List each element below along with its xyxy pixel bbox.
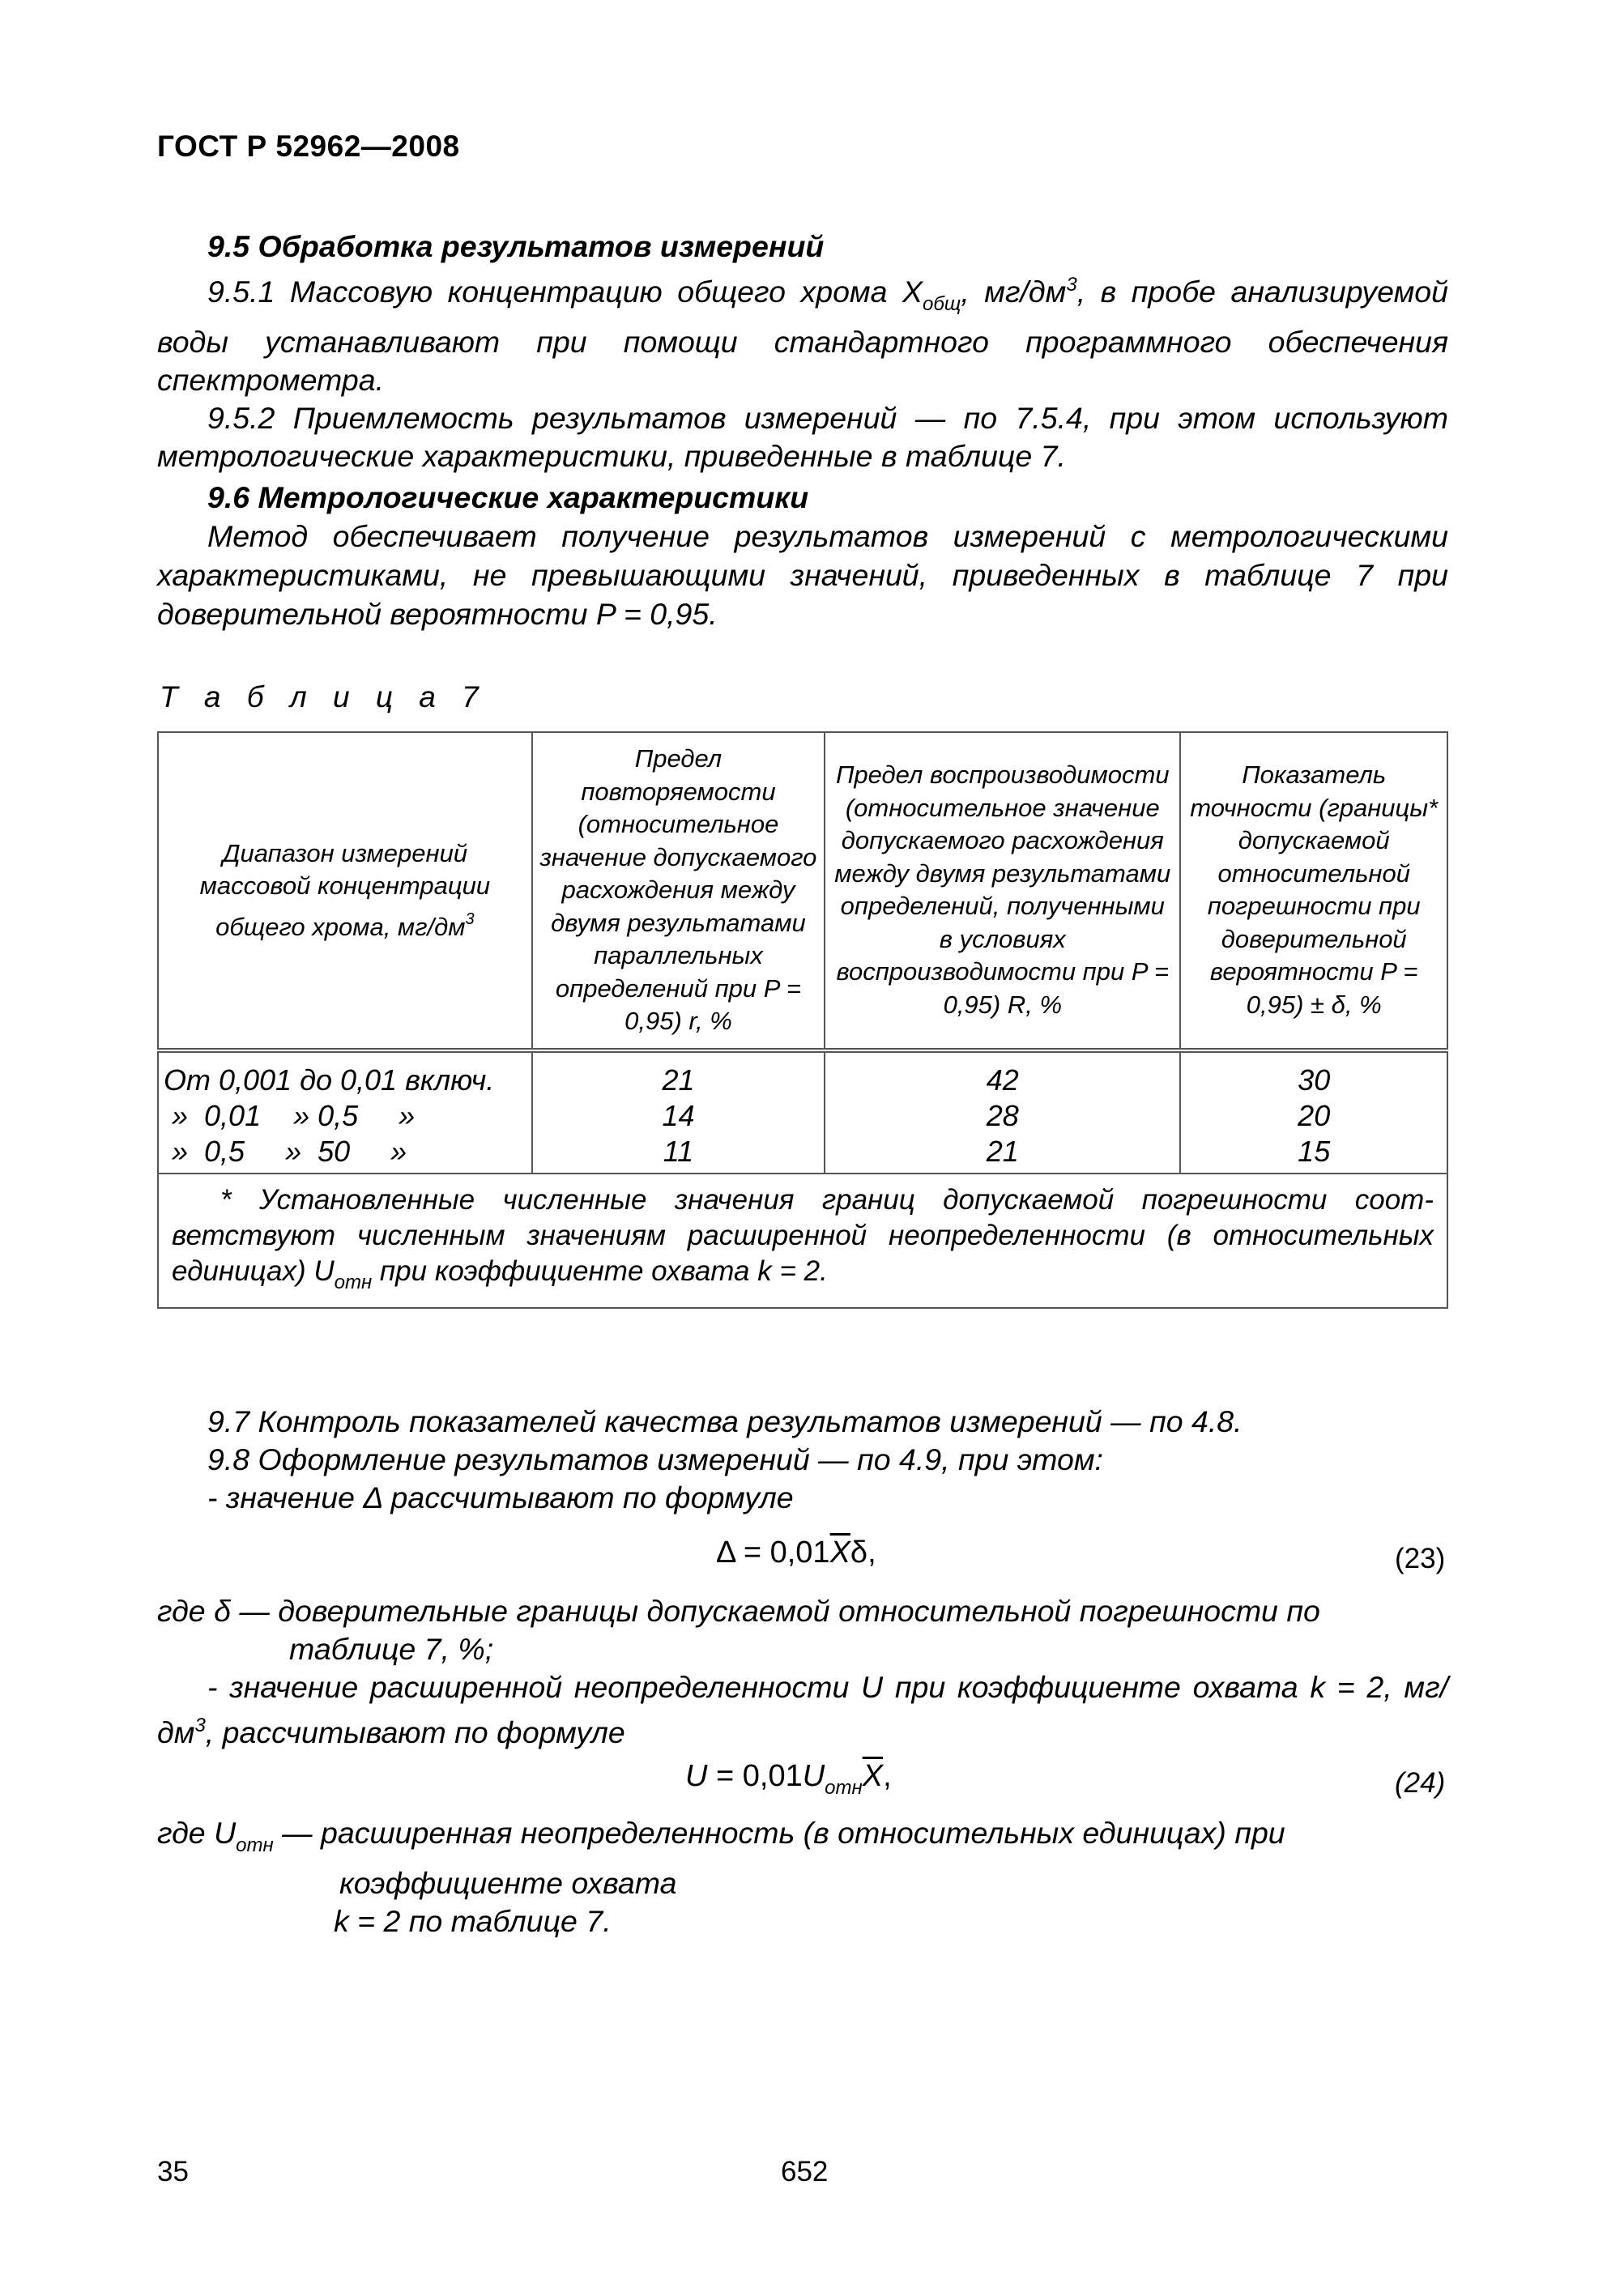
equation-number-24: (24) [1395, 1767, 1446, 1799]
document-header: ГОСТ Р 52962—2008 [157, 130, 460, 163]
page-number-center: 652 [781, 2156, 829, 2187]
formula-23: $\Delta = 0,01\overline{X}\delta$, [716, 1536, 876, 1570]
bullet-U: - значение расширенной неопределенности U при коэффициенте охвата k = 2, $мг/дм^3$, рассчитывают по формуле [157, 1670, 1448, 1749]
r-cell: 21 14 11 [532, 1050, 825, 1174]
table-row [158, 1050, 1447, 1174]
bullet-delta: - значение Δ рассчитывают по формуле [207, 1480, 794, 1514]
formula-24: $U = 0,01U_{отн}\overline{X}$, [685, 1759, 892, 1799]
section-9-5-2: 9.5.2 Приемлемость результатов измерений — по 7.5.4, при этом используют метрологические характеристики, приведенные в таблице 7. [157, 401, 1448, 473]
section-9-7: 9.7 Контроль показателей качества результатов измерений — по 4.8. [207, 1404, 1243, 1438]
section-9-5-1: 9.5.1 Массовую концентрацию общего хрома $X_{общ}$, $мг/дм^3$, в пробе анализируемой воды устанавливают при помощи стандартного программного обеспечения спектрометра. [157, 274, 1448, 397]
header-range: Диапазон измерений массовой концентрации общего хрома, $мг/дм^3$ [158, 732, 532, 1050]
page-number-left: 35 [157, 2156, 189, 2187]
section-9-5-title: 9.5 Обработка результатов измерений [207, 229, 825, 263]
section-9-6-text: Метод обеспечивает получение результатов измерений с метрологическими характеристиками, не превышающими значений, приведенных в таблице 7 при доверительной вероятности P = 0,95. [157, 519, 1448, 631]
R-cell: 42 28 21 [825, 1050, 1180, 1174]
table-caption: Т а б л и ц а 7 [160, 680, 488, 714]
delta-cell: 30 20 15 [1180, 1050, 1447, 1174]
header-accuracy: Показатель точности (границы* допускаемой относительной погрешности при доверительной вероятности P = 0,95) ± δ, % [1180, 732, 1447, 1050]
header-repeatability: Предел повторяемости (относительное значение допускаемого расхождения между двумя результатами параллельных определений при P = 0,95) r, % [532, 732, 825, 1050]
table-note-row [158, 1174, 1447, 1308]
header-reproducibility: Предел воспроизводимости (относительное значение допускаемого расхождения между двумя результатами определений, полученными в условиях воспроизводимости при P = 0,95) R, % [825, 732, 1180, 1050]
after-table-block [157, 1403, 1448, 1517]
table-7 [157, 731, 1448, 1309]
table-header-row [158, 732, 1447, 1050]
where-delta: где δ — доверительные границы допускаемой относительной погрешности по таблице 7, %; - значение расширенной неопределенности U при коэффициенте охвата k = 2, $мг/дм^3$, рассчитывают по формуле [157, 1592, 1448, 1752]
range-cell: От 0,001 до 0,01 включ. » 0,01 » 0,5 » » 0,5 » 50 » [158, 1050, 532, 1174]
where-U: где $U_{отн}$ — расширенная неопределенность (в относительных единицах) при коэффициенте охвата k = 2 по таблице 7. [157, 1816, 1285, 1938]
section-9-8: 9.8 Оформление результатов измерений — по 4.9, при этом: [207, 1442, 1103, 1476]
section-9-6-title: 9.6 Метрологические характеристики [207, 480, 809, 514]
sections-block [157, 228, 1448, 633]
table-footnote: * Установленные численные значения границ допускаемой погрешности соответствуют численным значениям расширенной неопределенности (в относительных единицах) $U_{отн}$ при коэффициенте охвата k = 2. [158, 1174, 1447, 1308]
equation-number-23: (23) [1395, 1543, 1446, 1574]
